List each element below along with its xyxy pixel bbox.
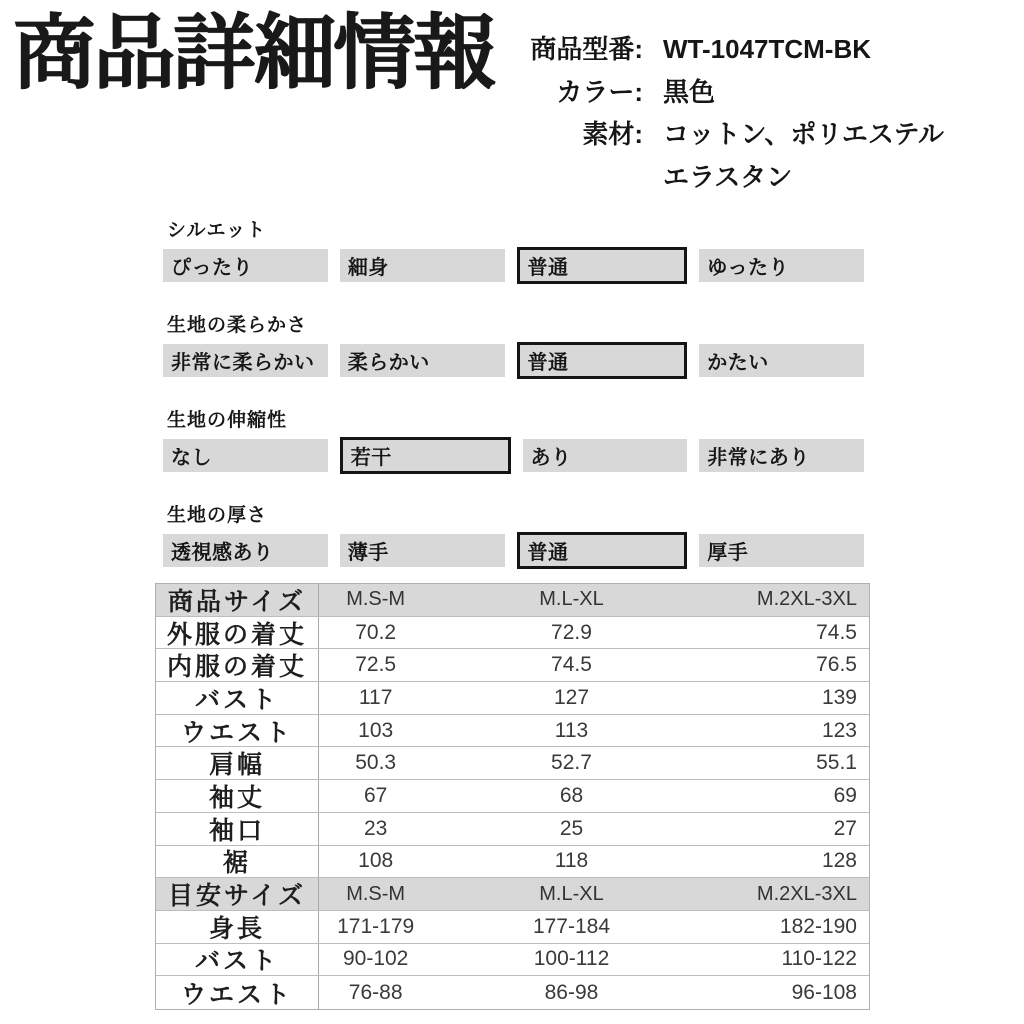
cell-value: 100-112	[533, 947, 610, 971]
cell-value: 55.1	[816, 751, 857, 775]
table-row	[156, 617, 869, 650]
product-model-label: 商品型番:	[530, 34, 643, 64]
attribute-option: 厚手	[699, 534, 864, 567]
material-value: コットン、ポリエステル	[663, 119, 945, 149]
cell-value: 50.3	[355, 751, 397, 775]
row-label: ウエスト	[156, 715, 319, 747]
table-row	[156, 911, 869, 944]
material-label-cont	[500, 156, 643, 199]
attribute-option-selected: 普通	[517, 342, 688, 379]
cell-value: 90-102	[342, 947, 409, 971]
size-table	[155, 583, 870, 1010]
table-row	[156, 747, 869, 780]
cell-value: 128	[821, 849, 857, 873]
cell-value: 70.2	[355, 620, 397, 644]
column-header: M.L-XL	[539, 588, 604, 611]
cell-value: 23	[363, 816, 388, 840]
row-label: 外服の着丈	[156, 617, 319, 649]
cell-value: 110-122	[781, 947, 857, 971]
cell-value: 182-190	[779, 914, 857, 938]
cell-value: 76.5	[816, 653, 857, 677]
cell-value: 74.5	[551, 653, 592, 677]
cell-value: 74.5	[816, 620, 857, 644]
color-value: 黒色	[663, 76, 716, 107]
attribute-option: かたい	[699, 344, 864, 377]
attribute-section-stretch	[163, 405, 864, 472]
attribute-scale	[163, 534, 864, 567]
cell-value: 67	[363, 783, 388, 807]
attribute-scale	[163, 344, 864, 377]
attribute-scale	[163, 439, 864, 472]
column-header: M.S-M	[346, 882, 406, 905]
cell-value: 108	[358, 849, 394, 873]
cell-value: 72.5	[355, 653, 397, 677]
cell-value: 86-98	[544, 980, 599, 1004]
material-value-line2: エラスタン	[663, 161, 793, 192]
row-label: 肩幅	[156, 747, 319, 779]
row-label: 裾	[156, 846, 319, 878]
row-label: 身長	[156, 911, 319, 943]
table-row	[156, 682, 869, 715]
attribute-label: シルエット	[167, 220, 267, 241]
cell-value: 96-108	[791, 980, 857, 1004]
row-label: バスト	[156, 682, 319, 714]
column-header: M.L-XL	[539, 882, 604, 905]
table-row	[156, 976, 869, 1009]
cell-value: 103	[358, 718, 394, 742]
table-header-row	[156, 584, 869, 617]
attribute-option: 透視感あり	[163, 534, 328, 567]
cell-value: 177-184	[532, 914, 611, 938]
cell-value: 69	[833, 783, 857, 807]
page-title: 商品詳細情報	[13, 8, 494, 99]
cell-value: 76-88	[348, 980, 403, 1004]
table-row	[156, 846, 869, 879]
cell-value: 113	[554, 718, 589, 742]
row-label: 目安サイズ	[156, 878, 319, 910]
cell-value: 139	[821, 685, 857, 709]
attribute-option: なし	[163, 439, 328, 472]
row-label: 袖口	[156, 813, 319, 845]
attribute-option: 非常に柔らかい	[163, 344, 328, 377]
table-row	[156, 649, 869, 682]
attribute-label: 生地の厚さ	[167, 505, 268, 526]
color-label: カラー:	[556, 76, 643, 107]
table-row	[156, 813, 869, 846]
cell-value: 123	[821, 718, 857, 742]
attribute-option: ゆったり	[699, 249, 864, 282]
attribute-section-silhouette	[163, 215, 864, 282]
cell-value: 117	[358, 685, 393, 709]
row-label: ウエスト	[156, 976, 319, 1009]
column-header: M.2XL-3XL	[756, 588, 857, 611]
cell-value: 52.7	[551, 751, 592, 775]
attribute-option: あり	[523, 439, 688, 472]
row-label: 袖丈	[156, 780, 319, 812]
row-label: バスト	[156, 944, 319, 976]
attribute-option-selected: 若干	[340, 437, 511, 474]
attribute-option: 非常にあり	[699, 439, 864, 472]
attribute-scale	[163, 249, 864, 282]
attribute-section-thickness	[163, 500, 864, 567]
cell-value: 72.9	[551, 620, 592, 644]
attribute-label: 生地の柔らかさ	[167, 315, 308, 336]
row-label: 商品サイズ	[156, 584, 319, 616]
cell-value: 127	[553, 685, 590, 709]
attribute-label: 生地の伸縮性	[167, 410, 288, 431]
column-header: M.2XL-3XL	[756, 882, 857, 905]
table-row	[156, 715, 869, 748]
material-label: 素材:	[582, 119, 643, 149]
attribute-option: ぴったり	[163, 249, 328, 282]
attribute-section-softness	[163, 310, 864, 377]
row-label: 内服の着丈	[156, 649, 319, 681]
product-info	[500, 28, 944, 198]
cell-value: 68	[559, 783, 584, 807]
attribute-option: 細身	[340, 249, 505, 282]
cell-value: 171-179	[337, 914, 415, 938]
table-guide-header-row	[156, 878, 869, 911]
cell-value: 27	[833, 816, 857, 840]
attribute-option-selected: 普通	[517, 532, 688, 569]
attribute-option: 薄手	[340, 534, 505, 567]
column-header: M.S-M	[346, 588, 406, 611]
cell-value: 118	[554, 849, 589, 873]
table-row	[156, 780, 869, 813]
attribute-option-selected: 普通	[517, 247, 688, 284]
cell-value: 25	[559, 816, 584, 840]
table-row	[156, 944, 869, 977]
attribute-option: 柔らかい	[340, 344, 505, 377]
product-model-value: WT-1047TCM-BK	[663, 34, 872, 64]
